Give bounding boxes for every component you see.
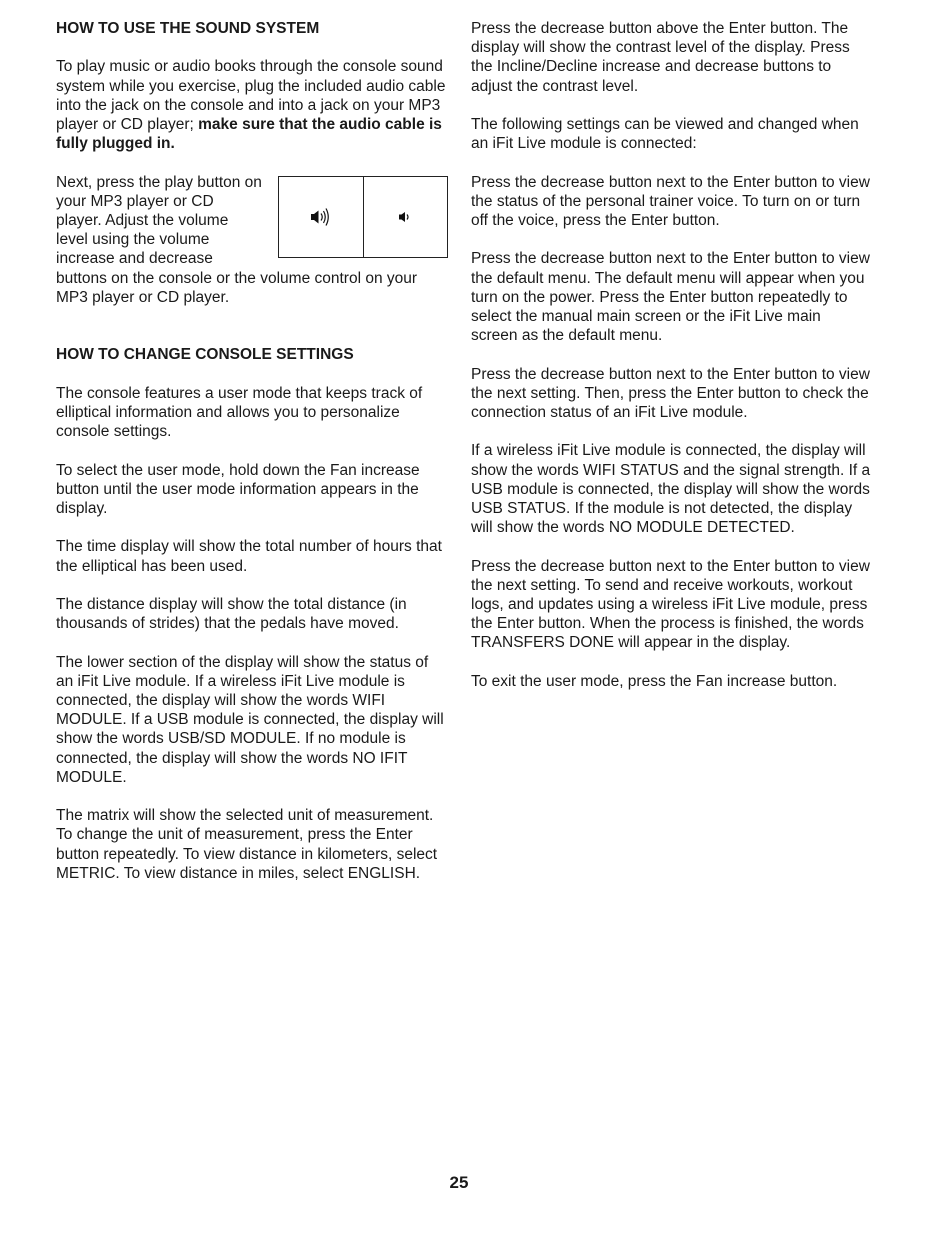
right-paragraph: Press the decrease button next to the Enter button to view the status of the personal trainer voice. To turn on or turn off the voice, press the Enter button. bbox=[471, 173, 870, 229]
right-paragraph: The following settings can be viewed and changed when an iFit Live module is connected: bbox=[471, 116, 859, 153]
settings-paragraph: The distance display will show the total distance (in thousands of strides) that the pedals have moved. bbox=[56, 595, 407, 633]
settings-paragraph: The console features a user mode that keeps track of elliptical information and allows you to personalize console settings. bbox=[56, 384, 423, 441]
right-paragraph: Press the decrease button next to the Enter button to view the default menu. The default menu will appear when you turn on the power. Press the Enter button repeatedly to select the manual main screen or the iFit Live main screen as the default menu. bbox=[471, 250, 870, 345]
sound-system-paragraph-2: Next, press the play button on your MP3 player or CD player. Adjust the volume level using the volume increase and decrease buttons on the console or the volume control on your MP3 player or CD player. bbox=[56, 173, 418, 306]
right-paragraph: If a wireless iFit Live module is connected, the display will show the words WIFI STATUS and the signal strength. If a USB module is connected, the display will show the words USB STATUS. If the module is not detected, the display will show the words NO MODULE DETECTED. bbox=[471, 442, 871, 537]
volume-decrease-icon bbox=[398, 209, 412, 225]
volume-increase-button-illustration bbox=[279, 177, 363, 257]
right-paragraph: Press the decrease button above the Enter button. The display will show the contrast level of the display. Press the Incline/Decline increase and decrease buttons to adjust the contrast level. bbox=[471, 20, 850, 95]
sound-system-heading: HOW TO USE THE SOUND SYSTEM bbox=[56, 20, 320, 37]
right-paragraph: Press the decrease button next to the Enter button to view the next setting. To send and receive workouts, workout logs, and updates using a wireless iFit Live module, press the Enter button. When the process is finished, the words TRANSFERS DONE will appear in the display. bbox=[471, 557, 870, 652]
right-paragraph: Press the decrease button next to the Enter button to view the next setting. Then, press the Enter button to check the connection status of an iFit Live module. bbox=[471, 365, 870, 421]
console-settings-heading: HOW TO CHANGE CONSOLE SETTINGS bbox=[56, 346, 354, 364]
sound-text: To play music or audio books through the console sound system while you exercise, plug the included audio cable into the jack on the console and into a jack on your MP3 player or CD player; bbox=[56, 58, 446, 133]
settings-paragraph: The time display will show the total number of hours that the elliptical has been used. bbox=[56, 538, 442, 575]
left-column bbox=[56, 19, 448, 883]
volume-increase-icon bbox=[309, 205, 333, 229]
right-paragraph: To exit the user mode, press the Fan increase button. bbox=[471, 672, 838, 690]
sound-system-paragraph-1 bbox=[56, 57, 448, 153]
volume-buttons-figure bbox=[278, 176, 448, 258]
sound-block bbox=[56, 173, 448, 307]
volume-decrease-button-illustration bbox=[363, 177, 448, 257]
right-column bbox=[471, 19, 871, 691]
page-number: 25 bbox=[449, 1173, 469, 1192]
sound-warning: make sure that the audio cable is fully plugged in. bbox=[56, 116, 442, 153]
settings-paragraph: The matrix will show the selected unit of measurement. To change the unit of measurement, press the Enter button repeatedly. To view distance in kilometers, select METRIC. To view distance in miles, select ENGLISH. bbox=[56, 807, 438, 882]
settings-paragraph: To select the user mode, hold down the Fan increase button until the user mode information appears in the display. bbox=[56, 461, 420, 517]
settings-paragraph: The lower section of the display will show the status of an iFit Live module. If a wireless iFit Live module is connected, the display will show the words WIFI MODULE. If a USB module is connected, the display will show the words USB/SD MODULE. If no module is connected, the display will show the words NO IFIT MODULE. bbox=[56, 653, 444, 786]
